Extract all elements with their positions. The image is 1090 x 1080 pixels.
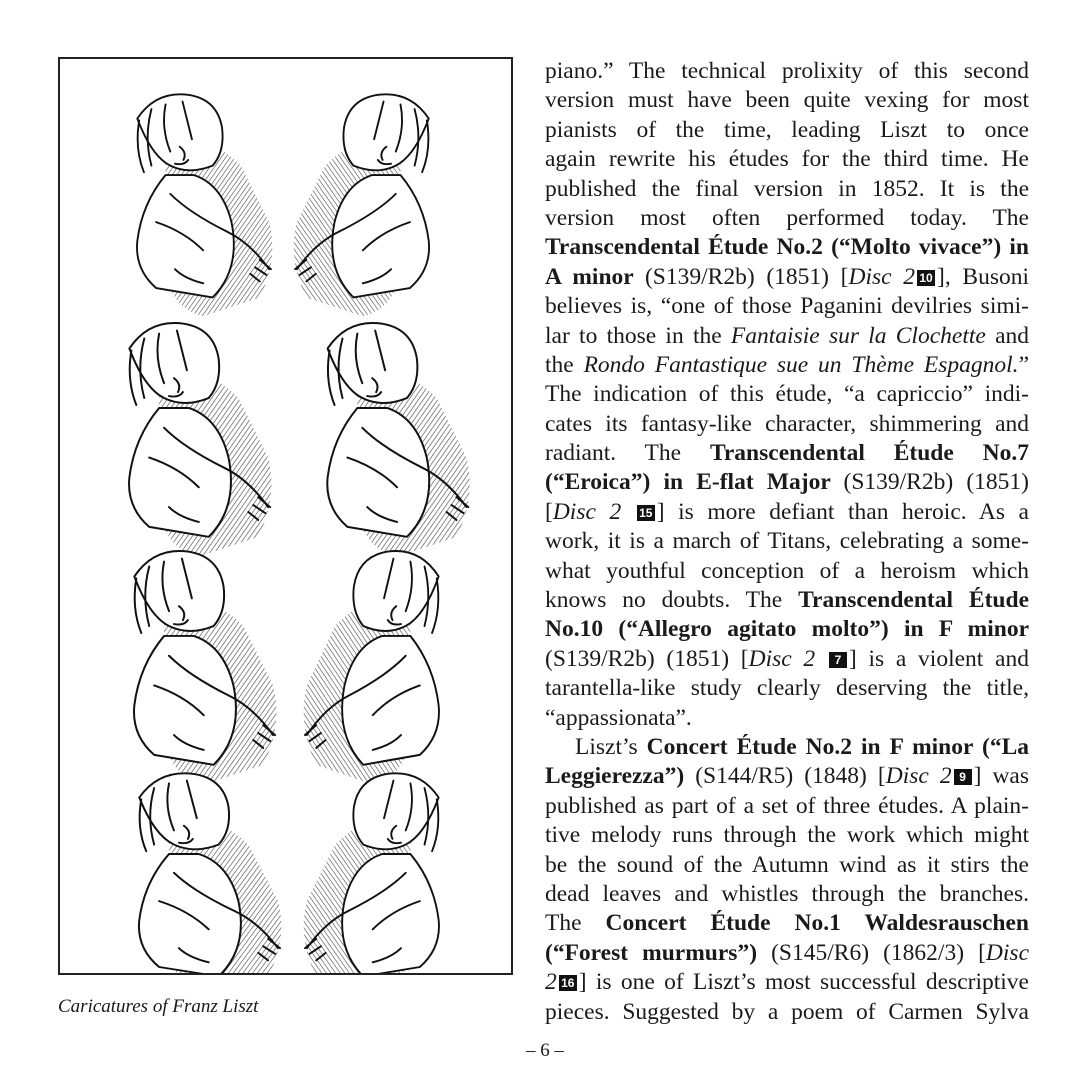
text-span: ], Busoni <box>937 263 1029 290</box>
text-span: version must have been quite vexing for most <box>545 87 1029 114</box>
text-span: pieces. Suggested by a poem of Carmen Sylva <box>545 998 1029 1025</box>
text-line <box>545 998 1029 1027</box>
page-number: – 6 – <box>526 1040 564 1061</box>
text-line <box>545 57 1029 86</box>
text-line <box>545 263 1029 292</box>
caricature-1 <box>137 94 272 316</box>
text-span: The indication of this étude, “a capriccio” indi- <box>545 381 1029 408</box>
track-number-badge: 15 <box>637 505 655 521</box>
text-span: (S139/R2b) (1851) [ <box>644 263 849 290</box>
text-span: pianists of the time, leading Liszt to once <box>545 116 1029 143</box>
text-line <box>545 851 1029 880</box>
text-span: again rewrite his études for the third time. He <box>545 146 1029 173</box>
text-line <box>545 586 1029 615</box>
italic-text: 2 <box>545 969 557 996</box>
text-line <box>545 468 1029 497</box>
text-line <box>545 380 1029 409</box>
text-line <box>545 175 1029 204</box>
text-span: ] was <box>973 763 1029 790</box>
body-text <box>545 57 1029 1027</box>
track-number-badge: 9 <box>954 769 972 785</box>
text-span: cates its fantasy-like character, shimmering and <box>545 410 1029 437</box>
text-line <box>545 439 1029 468</box>
bold-title: Leggierezza”) <box>545 763 696 790</box>
text-span: published as part of a set of three études. A plain- <box>545 792 1029 819</box>
bold-title: A minor <box>545 263 645 290</box>
text-line <box>545 821 1029 850</box>
text-span: work, it is a march of Titans, celebrating a some- <box>545 528 1029 555</box>
italic-text: Disc 2 <box>885 763 952 790</box>
text-span: dead leaves and whistles through the branches. <box>545 880 1029 907</box>
bold-title: (“Eroica”) in E-flat Major <box>545 469 844 496</box>
text-span: version most often performed today. The <box>545 204 1029 231</box>
text-line <box>545 86 1029 115</box>
text-span: Liszt’s <box>575 733 647 760</box>
text-span: (S139/R2b) (1851) <box>843 469 1029 496</box>
text-line <box>545 733 1029 762</box>
text-span: what youthful conception of a heroism which <box>545 557 1029 584</box>
text-line <box>545 145 1029 174</box>
bold-title: Concert Étude No.1 Waldesrauschen <box>605 910 1029 937</box>
text-span: lar to those in the <box>545 322 731 349</box>
caricature-8 <box>304 773 439 973</box>
caricature-7 <box>139 773 281 973</box>
text-line <box>545 968 1029 997</box>
italic-text: Disc 2 <box>748 645 827 672</box>
bold-title: No.10 (“Allegro agitato molto”) in F minor <box>545 616 1029 643</box>
text-span: knows no doubts. The <box>545 587 799 614</box>
italic-text: Rondo Fantastique sue un Thème Espagnol. <box>583 351 1019 378</box>
text-line <box>545 762 1029 791</box>
italic-text: Disc 2 <box>552 498 635 525</box>
text-span: “appassionata”. <box>545 704 692 731</box>
text-line <box>545 880 1029 909</box>
text-line <box>545 557 1029 586</box>
track-number-badge: 16 <box>559 975 577 991</box>
text-line <box>545 204 1029 233</box>
text-line <box>545 645 1029 674</box>
text-span: [ <box>545 498 553 525</box>
text-line <box>545 909 1029 938</box>
caricature-4 <box>327 323 469 557</box>
text-span: be the sound of the Autumn wind as it stirs the <box>545 851 1029 878</box>
caricatures-illustration <box>60 59 511 973</box>
text-span: and <box>985 322 1029 349</box>
text-line <box>545 704 1029 733</box>
text-span: ] is more defiant than heroic. As a <box>656 498 1029 525</box>
text-span: tive melody runs through the work which might <box>545 822 1029 849</box>
text-span: believes is, “one of those Paganini devilries simi- <box>545 293 1029 320</box>
text-line <box>545 116 1029 145</box>
text-span: (S144/R5) (1848) [ <box>695 763 886 790</box>
caricature-5 <box>134 551 276 785</box>
text-line <box>545 322 1029 351</box>
caricature-3 <box>129 323 271 557</box>
text-line <box>545 351 1029 380</box>
italic-text: Disc 2 <box>848 263 916 290</box>
text-span: The <box>545 910 606 937</box>
text-line <box>545 233 1029 262</box>
text-span: ] is a violent and <box>848 645 1029 672</box>
text-line <box>545 292 1029 321</box>
bold-title: Transcendental Étude No.2 (“Molto vivace”) in <box>545 234 1029 261</box>
track-number-badge: 7 <box>829 652 847 668</box>
text-span: (S145/R6) (1862/3) [ <box>771 939 986 966</box>
bold-title: Concert Étude No.2 in F minor (“La <box>646 733 1029 760</box>
caricature-6 <box>304 551 439 785</box>
text-span: radiant. The <box>545 440 710 467</box>
text-span: (S139/R2b) (1851) [ <box>545 645 749 672</box>
text-line <box>545 792 1029 821</box>
track-number-badge: 10 <box>917 270 935 286</box>
figure-caption: Caricatures of Franz Liszt <box>58 996 259 1017</box>
text-span: published the final version in 1852. It is the <box>545 175 1029 202</box>
text-line <box>545 498 1029 527</box>
text-span: ” <box>1018 351 1029 378</box>
illustration-frame <box>58 57 513 975</box>
text-line <box>545 939 1029 968</box>
caricature-2 <box>294 94 429 316</box>
text-line <box>545 527 1029 556</box>
text-span: ] is one of Liszt’s most successful descriptive <box>578 969 1029 996</box>
bold-title: Transcendental Étude No.7 <box>709 440 1029 467</box>
text-span: the <box>545 351 584 378</box>
italic-text: Disc <box>985 939 1029 966</box>
bold-title: (“Forest murmurs”) <box>545 939 772 966</box>
text-line <box>545 615 1029 644</box>
text-line <box>545 410 1029 439</box>
text-span: piano.” The technical prolixity of this second <box>545 58 1029 84</box>
italic-text: Fantaisie sur la Clochette <box>730 322 986 349</box>
text-span: tarantella-like study clearly deserving the title, <box>545 675 1029 702</box>
text-line <box>545 674 1029 703</box>
bold-title: Transcendental Étude <box>798 587 1029 614</box>
